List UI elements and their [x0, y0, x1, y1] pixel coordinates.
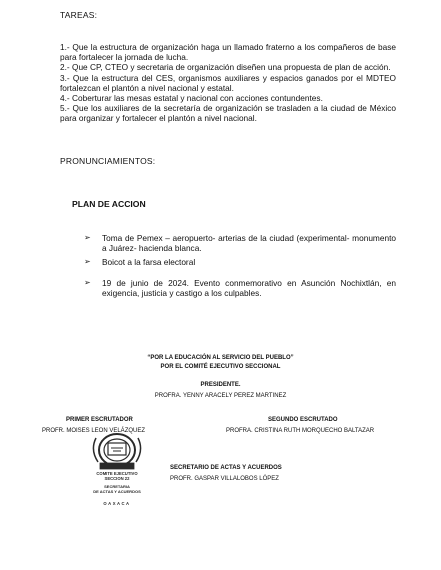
plan-item-text: 19 de junio de 2024. Evento conmemorativo en Asunción Nochixtlán, en exigencia, justicia y castigo a los culpables.	[102, 277, 396, 299]
tarea-item: 1.- Que la estructura de organización haga un llamado fraterno a los compañeros de base para fortalecer la jornada de lucha.	[60, 42, 396, 63]
presidente-name: PROFRA. YENNY ARACELY PEREZ MARTINEZ	[154, 393, 287, 399]
tarea-item: 2.- Que CP, CTEO y secretaria de organización diseñen una propuesta de plan de acción.	[60, 62, 391, 73]
plan-item-text: Boicot a la farsa electoral	[102, 256, 196, 267]
plan-item	[84, 278, 396, 299]
primer-escrutador-name: PROFR. MOISES LEON VELÁZQUEZ	[42, 428, 146, 434]
secretario-name: PROFR. GASPAR VILLALOBOS LÓPEZ	[170, 476, 279, 482]
segundo-escrutador-name: PROFRA. CRISTINA RUTH MORQUECHO BALTAZAR	[226, 428, 375, 434]
presidente-title: PRESIDENTE.	[200, 382, 241, 388]
tarea-item: 4.- Coberturar las mesas estatal y nacional con acciones contundentes.	[60, 93, 323, 104]
arrow-bullet-icon: ➢	[84, 233, 91, 242]
plan-title: PLAN DE ACCION	[72, 199, 146, 209]
plan-item	[84, 233, 396, 254]
arrow-bullet-icon: ➢	[84, 256, 91, 266]
segundo-escrutador-title: SEGUNDO ESCRUTADO	[268, 417, 338, 423]
seal-text: OAXACA	[103, 501, 131, 506]
lema-line-1: “POR LA EDUCACIÓN AL SERVICIO DEL PUEBLO”	[147, 355, 294, 361]
tarea-item: 5.- Que los auxiliares de la secretaría de organización se trasladen a la ciudad de México para organizar y fortalecer el plantón a nivel nacional.	[60, 103, 396, 124]
secretario-title: SECRETARIO DE ACTAS Y ACUERDOS	[170, 465, 282, 471]
seal-text: SECRETARIA	[104, 484, 130, 489]
tareas-list	[60, 42, 396, 124]
pronunciamientos-title: PRONUNCIAMIENTOS:	[60, 156, 156, 166]
arrow-bullet-icon: ➢	[84, 277, 91, 287]
primer-escrutador-title: PRIMER ESCRUTADOR	[66, 417, 133, 423]
seal-text: SECCION 22	[104, 476, 130, 481]
official-seal-icon	[82, 430, 152, 520]
lema-line-2: POR EL COMITÉ EJECUTIVO SECCIONAL	[160, 364, 281, 370]
tarea-item: 3.- Que la estructura del CES, organismos auxiliares y espacios ganados por el MDTEO fortalezcan el plantón a nivel nacional y estatal.	[60, 72, 396, 93]
tareas-title: TAREAS:	[60, 10, 98, 20]
plan-list	[84, 233, 396, 298]
plan-item	[84, 257, 396, 267]
seal-text: COMITE EJECUTIVO	[96, 471, 138, 476]
seal-text: DE ACTAS Y ACUERDOS	[93, 489, 141, 494]
plan-item-text: Toma de Pemex – aeropuerto- arterias de la ciudad (experimental- monumento a Juárez- hacienda blanca.	[102, 233, 396, 254]
